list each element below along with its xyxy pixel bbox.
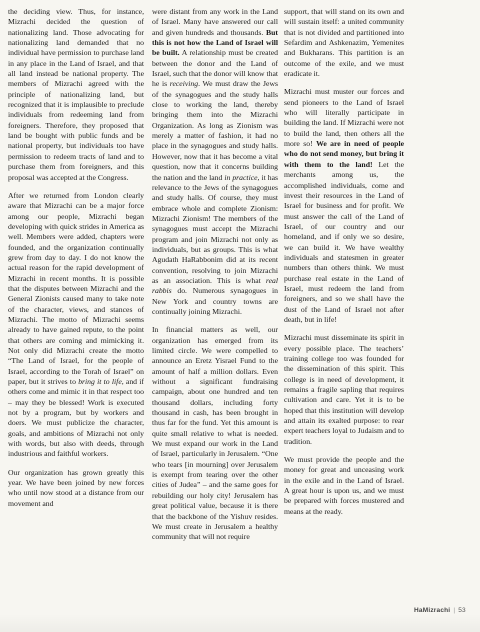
paragraph bbox=[152, 7, 278, 317]
body-text: . We must draw the Jews of the synagogues and the study halls close to working the land, thereby bringing them into the Mizrachi Organization. As long as Zionism was merely a matter of fashion, it had no place in the synagogues and study halls. However, now that it has become a vital question, now that it concerns building the nation and the land bbox=[152, 79, 278, 182]
paragraph bbox=[8, 468, 144, 509]
italic-text: bring it to life bbox=[78, 377, 122, 387]
footer-separator: | bbox=[453, 607, 456, 614]
text-column-3 bbox=[284, 7, 404, 525]
body-text: In financial matters as well, our organization has emerged from its limited circle. We were compelled to announce an Eretz Yisrael Fund to the amount of half a million dollars. Even without a significant fundraising campaign, about one hundred and ten thousand dollars, including forty thousand in cash, has been brought in thus far for the fund. Yet this amount is quite small relative to what is needed. We must expand our work in the Land of Israel, particularly in Jerusalem. “One who tears [in mourning] over Jerusalem is exempt from tearing over the other cities of Judea” – and the same goes for rebuilding our holy city! Jerusalem has great political value, because it is there that the backbone of the Yishuv resides. We must create in Jerusalem a healthy community that will not require bbox=[152, 325, 278, 542]
page-number: 53 bbox=[458, 607, 466, 614]
italic-text: real rabbis bbox=[152, 275, 278, 296]
paragraph bbox=[284, 87, 404, 325]
body-text: We must provide the people and the money for great and unceasing work in the exile and in the Land of Israel. A great hour is upon us, and we must be prepared with forces mustered and means at the ready. bbox=[284, 455, 404, 516]
paragraph bbox=[8, 191, 144, 460]
bold-text: We are in need of people who do not send money, but bring it with them to the land! bbox=[284, 139, 404, 169]
italic-text: in practice bbox=[224, 172, 258, 182]
page-shadow bbox=[0, 614, 480, 632]
body-text: Let the merchants among us, the accomplished individuals, come and invest their resources in the Land of Israel for business and for profit. We must answer the call of the Land of Israel, of our country and our homeland, and if only we so desire, we can build it. We have wealthy individuals and statesmen in greater numbers than others think. We must purchase real estate in the Land of Israel, must redeem the land from foreigners, and so we shall have the dust of the Land of Israel not after death, but in life! bbox=[284, 159, 404, 324]
paragraph bbox=[284, 455, 404, 517]
body-text: After we returned from London clearly aware that Mizrachi can be a major force among our people, Mizrachi began developing with quick strides in America as well. Members were added, chapters were founded, and the organization continually grew from day to day. I do not know the actual reason for the rapid development of Mizrachi in recent months. It is possible that the disputes between Mizrachi and the General Zionists caused many to take note of the character, views, and stances of Mizrachi. The motto of Mizrachi seems already to have gained repute, to the point that others are coming and mimicking it. Not only did Mizrachi create the motto “The Land of Israel, for the people of Israel, according to the Torah of Israel” on paper, but it strives to bbox=[8, 190, 144, 387]
paragraph bbox=[284, 333, 404, 447]
italic-text: receiving bbox=[169, 79, 199, 89]
text-column-2 bbox=[152, 7, 278, 551]
body-text: Mizrachi must disseminate its spirit in every possible place. The teachers’ training college too was founded for the dissemination of this spirit. This college is in need of development, it remains a fragile sapling that requires cultivation and care. Yet it is to be hoped that this institution will develop and attain its exalted purpose: to rear expert teachers loyal to Judaism and to tradition. bbox=[284, 333, 404, 446]
bold-text: But this is not how the Land of Israel will be built. bbox=[152, 27, 278, 58]
body-text: were distant from any work in the Land of Israel. Many have answered our call and given hundreds and thousands. bbox=[152, 7, 278, 37]
publication-name: HaMizrachi bbox=[414, 607, 451, 614]
body-text: support, that will stand on its own and will sustain itself: a united community that is not divided and partitioned into Sefardim and Ashkenazim, Yemenites and Bukharans. This partition is an outcome of the exile, and we must eradicate it. bbox=[284, 7, 404, 79]
body-text: Our organization has grown greatly this year. We have been joined by new forces who until now stood at a distance from our movement and bbox=[8, 467, 144, 508]
body-text: the deciding view. Thus, for instance, Mizrachi decided the question of nationalizing land. Those advocating for nationalizing land demanded that no individual have permission to purchase land in any place in the Land of Israel, and that all land instead be national property. The members of Mizrachi agreed with the principle of nationalizing land, but recognized that it is implausible to preclude individuals from redeeming land from foreigners. Therefore, they proposed that land be bought with public funds and be national property, but individuals too have permission to redeem tracts of land and to purchase them from foreigners, and this proposal was accepted at the Congress. bbox=[8, 7, 144, 182]
body-text: , and if others come and mimic it in that respect too – may they be blessed! Work is executed not by a program, but by workers and doers. We must publicize the character, goals, and ambitions of Mizrachi not only with words, but also with deeds, through industrious and faithful workers. bbox=[8, 377, 144, 459]
paragraph bbox=[152, 325, 278, 542]
page-footer bbox=[414, 607, 466, 614]
body-text: , it has relevance to the Jews of the synagogues and study halls. Of course, they must embrace whole and complete Zionism: Mizrachi Zionism! The members of the synagogues must accept the Mizrachi program and join Mizrachi not only as individuals, but as groups. This is what Agudath HaRabbonim did at its recent convention, resolving to join Mizrachi as an association. This is what bbox=[152, 172, 278, 285]
body-text: Mizrachi must muster our forces and send pioneers to the Land of Israel who will literally participate in building the land. If Mizrachi were not to build the land, then others all the more so! bbox=[284, 87, 404, 149]
body-text: A relationship must be created between the donor and the Land of Israel, such that the donor will know that he is bbox=[152, 48, 278, 89]
text-column-1 bbox=[8, 7, 144, 517]
paragraph bbox=[8, 7, 144, 183]
body-text: do. Numerous synagogues in New York and country towns are continually joining Mizrachi. bbox=[152, 286, 278, 316]
paragraph bbox=[284, 7, 404, 79]
